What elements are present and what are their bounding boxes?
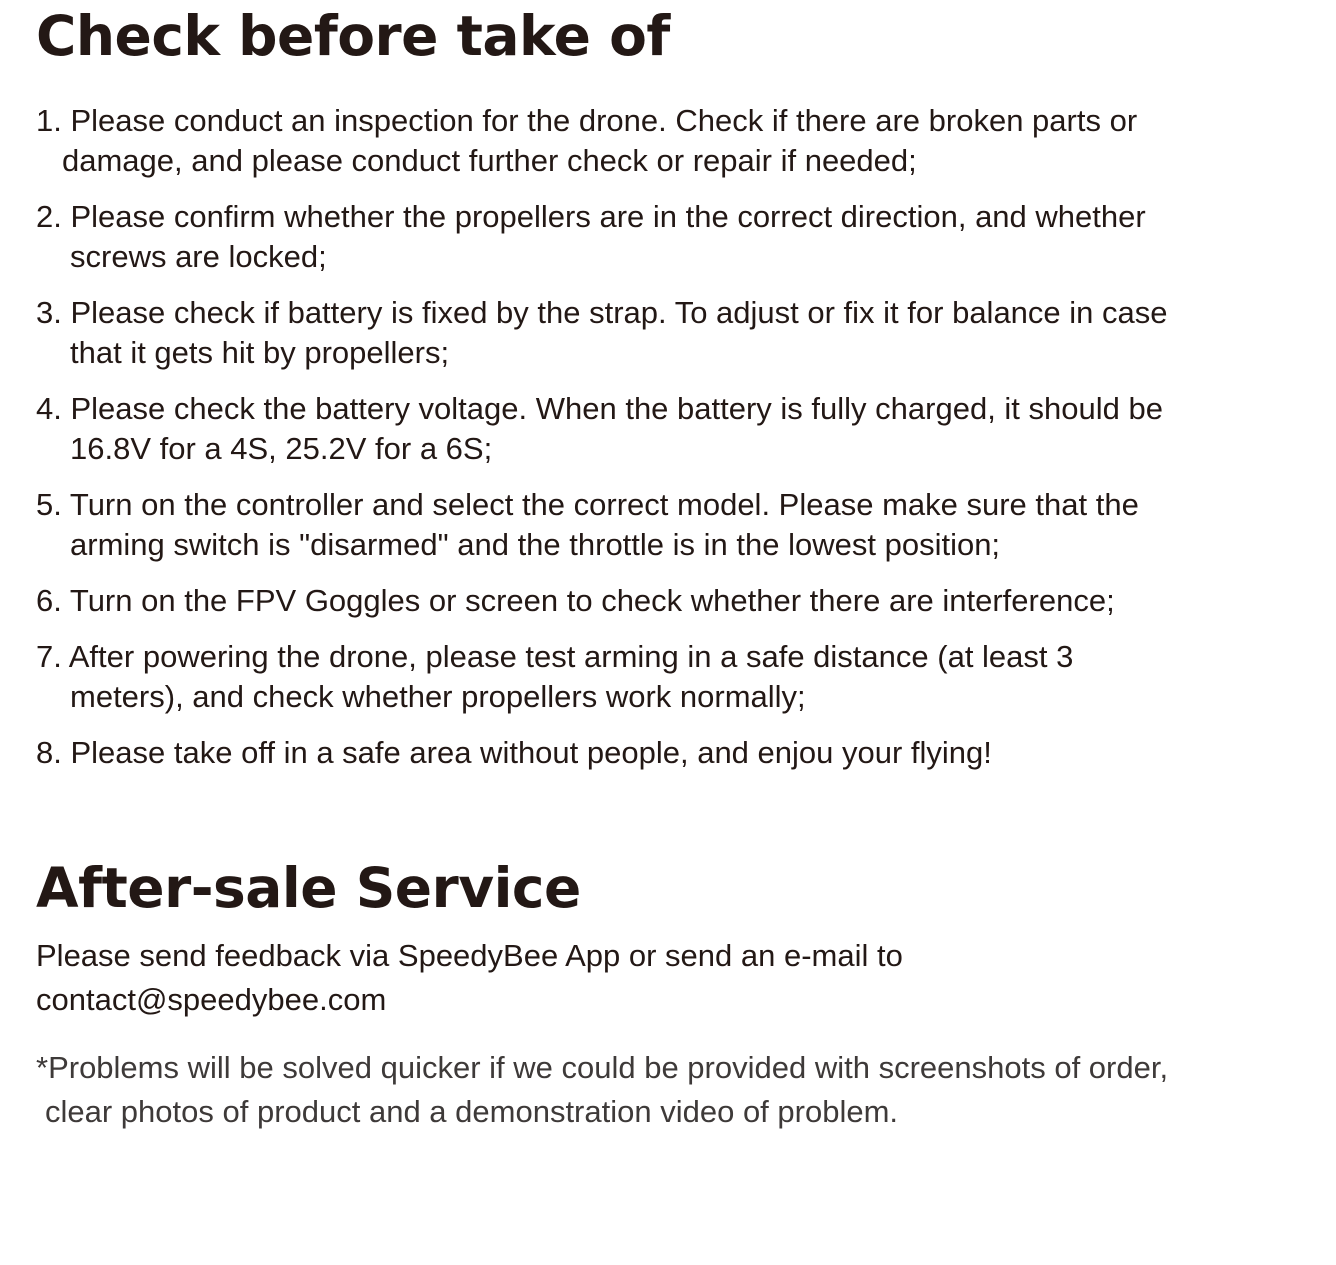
checklist-item-line: 5. Turn on the controller and select the correct model. Please make sure that the (36, 487, 1139, 522)
checklist-item (36, 389, 1276, 469)
contact-email: contact@speedybee.com (36, 982, 387, 1017)
checklist-item-line: 1. Please conduct an inspection for the drone. Check if there are broken parts or (36, 103, 1138, 138)
after-sale-line: Please send feedback via SpeedyBee App or send an e-mail to (36, 938, 903, 973)
section-title-check-before-takeoff: Check before take of (36, 4, 670, 68)
checklist-item-line: 6. Turn on the FPV Goggles or screen to check whether there are interference; (36, 583, 1115, 618)
checklist-item-line: meters), and check whether propellers work normally; (70, 679, 806, 714)
checklist-item-line: screws are locked; (70, 239, 327, 274)
checklist-item-line: that it gets hit by propellers; (70, 335, 450, 370)
note-line: clear photos of product and a demonstration video of problem. (45, 1094, 899, 1129)
checklist-item-line: 3. Please check if battery is fixed by the strap. To adjust or fix it for balance in case (36, 295, 1168, 330)
checklist-item (36, 197, 1276, 277)
checklist-item (36, 581, 1276, 621)
checklist-item-line: 8. Please take off in a safe area without people, and enjou your flying! (36, 735, 992, 770)
checklist-item-line: arming switch is "disarmed" and the throttle is in the lowest position; (70, 527, 1001, 562)
note-line: *Problems will be solved quicker if we could be provided with screenshots of order, (36, 1050, 1169, 1085)
checklist-item (36, 101, 1276, 181)
checklist-item (36, 637, 1276, 717)
after-sale-contact-text (36, 934, 903, 1022)
checklist-item (36, 733, 1276, 773)
checklist-item-line: 2. Please confirm whether the propellers are in the correct direction, and whether (36, 199, 1146, 234)
checklist (36, 101, 1276, 789)
checklist-item-line: 16.8V for a 4S, 25.2V for a 6S; (70, 431, 493, 466)
after-sale-note (36, 1046, 1168, 1134)
section-title-after-sale-service: After-sale Service (36, 856, 581, 920)
checklist-item (36, 293, 1276, 373)
checklist-item-line: 4. Please check the battery voltage. When the battery is fully charged, it should be (36, 391, 1163, 426)
checklist-item-line: 7. After powering the drone, please test arming in a safe distance (at least 3 (36, 639, 1074, 674)
checklist-item (36, 485, 1276, 565)
checklist-item-line: damage, and please conduct further check or repair if needed; (62, 143, 917, 178)
